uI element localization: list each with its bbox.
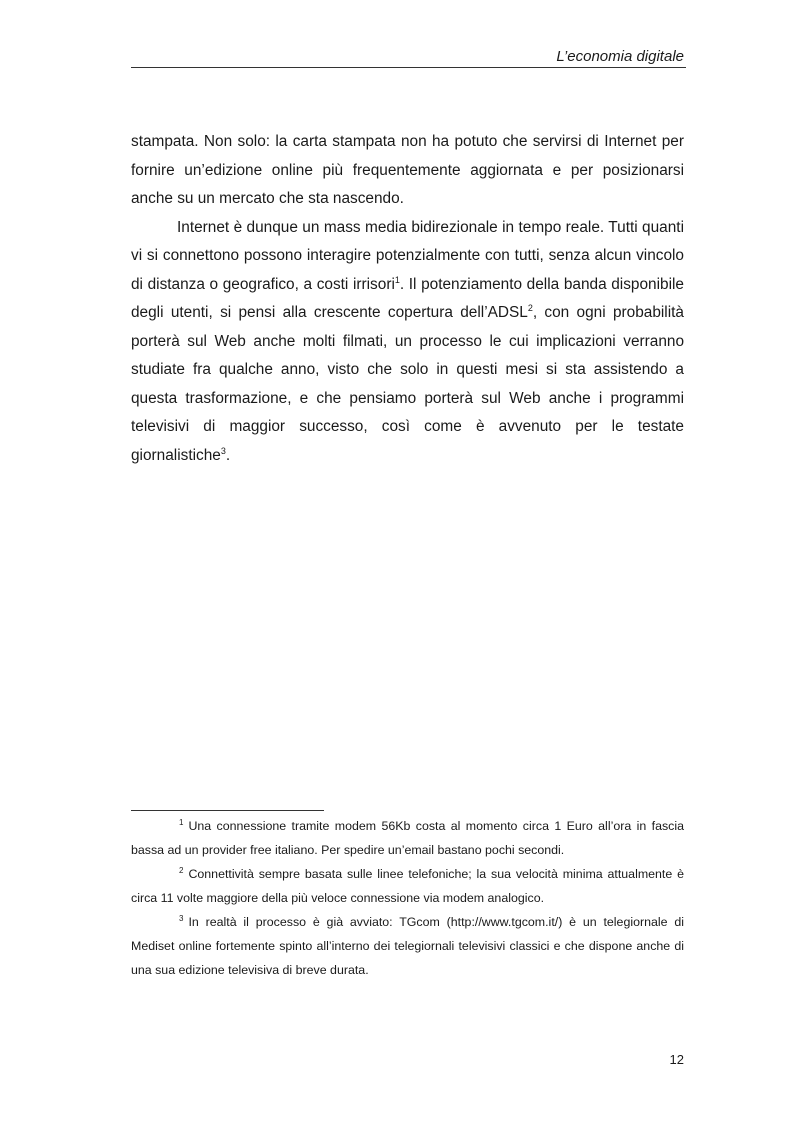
paragraph-2-text-d: .: [225, 446, 231, 464]
footnote-number: 3: [179, 913, 184, 923]
running-header: L’economia digitale: [556, 48, 684, 65]
footnote-1: [131, 814, 684, 862]
body-text: [131, 128, 684, 470]
footnote-2: [131, 862, 684, 910]
footnote-number: 1: [179, 817, 184, 827]
footnote-3: [131, 910, 684, 982]
footnotes: [131, 814, 684, 982]
footnote-ref-3: 3: [220, 445, 226, 456]
paragraph-2-text-a: Internet è dunque un mass media bidirezionale in tempo reale. Tutti quanti vi si connettono possono interagire potenzialmente con tutti, senza alcun vincolo di distanza o geografico, a costi irrisori: [131, 218, 684, 293]
paragraph-2-text-c: , con ogni probabilità porterà sul Web anche molti filmati, un processo le cui implicazioni verranno studiate fra qualche anno, visto che solo in questi mesi si sta assistendo a questa trasformazione, e che pensiamo porterà sul Web anche i programmi televisivi di maggior successo, così come è avvenuto per le testate giornalistiche: [131, 304, 684, 464]
footnote-text: Una connessione tramite modem 56Kb costa al momento circa 1 Euro all’ora in fascia bassa ad un provider free italiano. Per spedire un’email bastano pochi secondi.: [131, 819, 684, 857]
footnote-ref-2: 2: [527, 302, 533, 313]
header-divider: [131, 67, 686, 68]
paragraph-2: [131, 214, 684, 471]
footnote-ref-1: 1: [394, 274, 400, 285]
paragraph-2-text-b: . Il potenziamento della banda disponibile degli utenti, si pensi alla crescente copertura dell’ADSL: [131, 275, 684, 321]
paragraph-1: stampata. Non solo: la carta stampata non ha potuto che servirsi di Internet per fornire un’edizione online più frequentemente aggiornata e per posizionarsi anche su un mercato che sta nascendo.: [131, 133, 684, 207]
footnote-text: Connettività sempre basata sulle linee telefoniche; la sua velocità minima attualmente è circa 11 volte maggiore della più veloce connessione via modem analogico.: [131, 867, 684, 905]
footnote-text: In realtà il processo è già avviato: TGcom (http://www.tgcom.it/) è un telegiornale di Mediset online fortemente spinto all’interno dei telegiornali televisivi classici e che dispone anche di una sua edizione televisiva di breve durata.: [131, 915, 684, 977]
footnote-number: 2: [179, 865, 184, 875]
page-number: 12: [669, 1052, 684, 1067]
footnote-divider: [131, 810, 324, 811]
